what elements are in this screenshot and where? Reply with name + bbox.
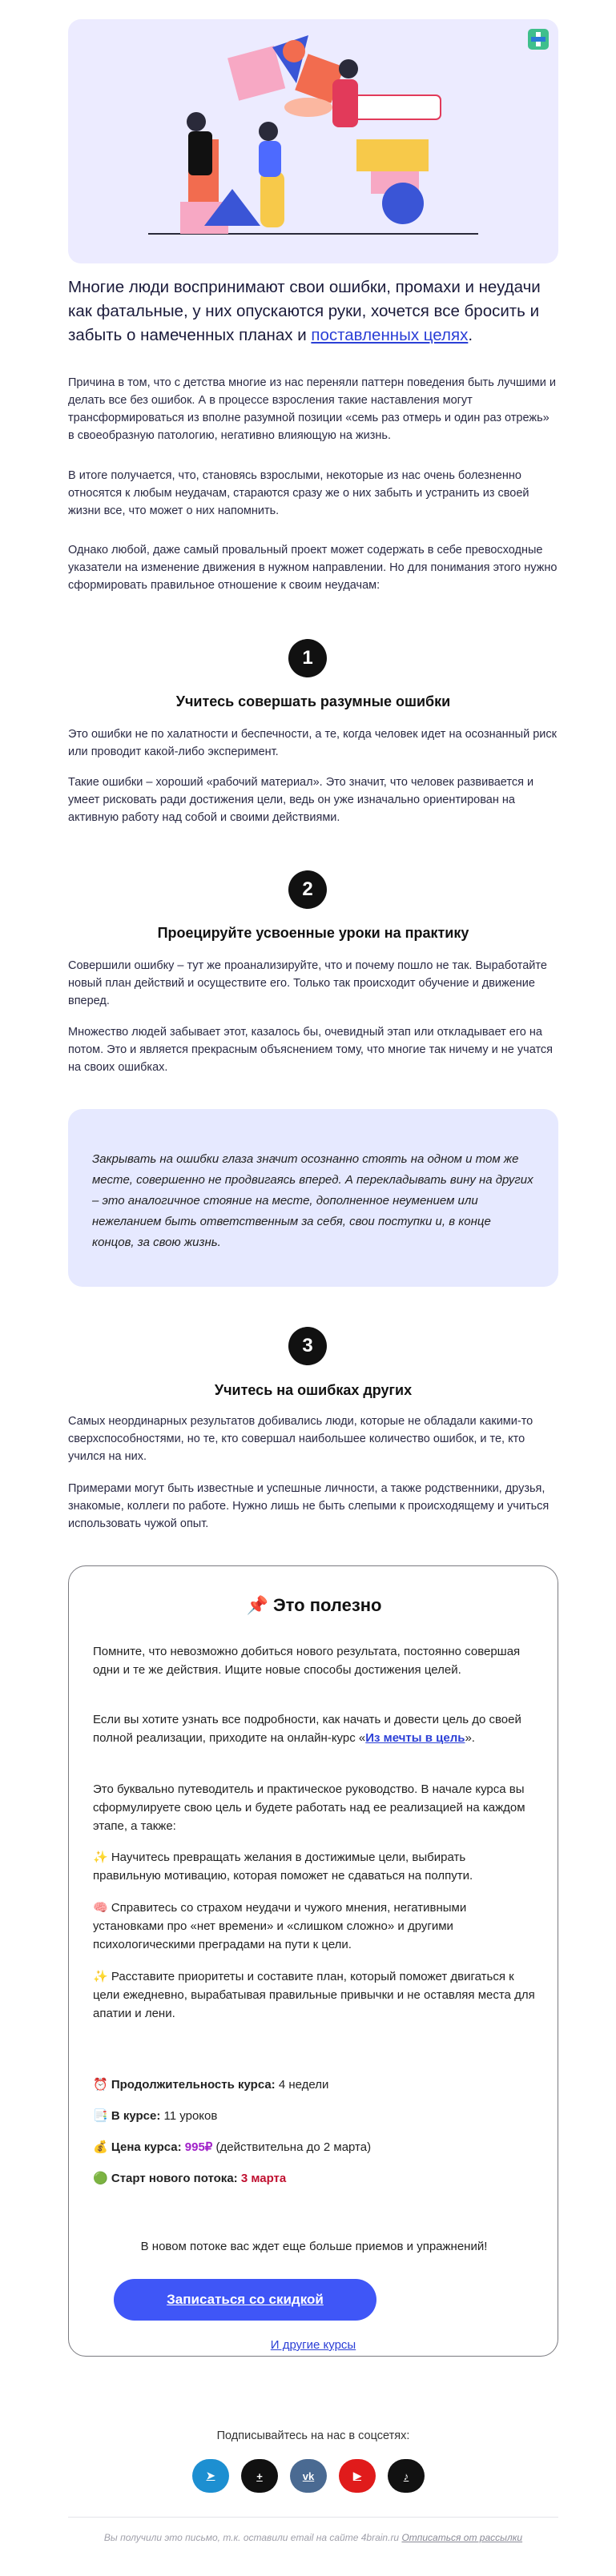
card-paragraph-3: Это буквально путеводитель и практическое руководство. В начале курса вы сформулируете свою цель и будете работать над ее реализацией на каждом этапе, а также:: [93, 1782, 525, 1833]
card-p2-end: ».: [465, 1731, 475, 1745]
card-bullet-2: 🧠 Справитесь со страхом неудачи и чужого мнения, негативными установками про «нет времени» и «слишком сложно» и другими психологическими преградами на пути к цели.: [93, 1901, 467, 1951]
signup-discount-button[interactable]: Записаться со скидкой: [114, 2279, 376, 2321]
youtube-icon[interactable]: ▶: [339, 2459, 376, 2493]
footer-text: Вы получили это письмо, т.к. оставили email на сайте 4brain.ru: [103, 2532, 402, 2543]
telegram-icon[interactable]: ➤: [192, 2459, 229, 2493]
unsubscribe-link[interactable]: Отписаться от рассылки: [401, 2532, 523, 2543]
card-closing: В новом потоке вас ждет еще больше приемов и упражнений!: [140, 2240, 488, 2253]
intro-paragraph-2: В итоге получается, что, становясь взрослыми, некоторые из нас очень болезненно относятся к любым неудачам, стараются сразу же о них забыть и устранить из своей жизни все, что может о них напомнить.: [68, 469, 529, 517]
course-price: [93, 2138, 535, 2156]
card-title: [69, 1595, 559, 1616]
card-paragraph-1: Помните, что невозможно добиться нового результата, постоянно совершая одни и те же действия. Ищите новые способы достижения целей.: [93, 1645, 521, 1677]
price-value: 995₽: [181, 2140, 213, 2154]
course-duration: [93, 2076, 535, 2094]
step-number-2: 2: [288, 870, 327, 909]
section-3-paragraph-2: Примерами могут быть известные и успешные личности, а также родственники, друзья, знакомые, коллеги по работе. Нужно лишь не быть слепыми к происходящему и учиться использовать чужой опыт.: [68, 1482, 550, 1530]
green-circle-icon: 🟢: [93, 2172, 108, 2185]
footer: [68, 2517, 558, 2543]
social-label: Подписывайтесь на нас в соцсетях:: [216, 2429, 410, 2442]
hero-illustration: [68, 19, 558, 263]
course-lessons: [93, 2107, 535, 2125]
lead-paragraph: [68, 275, 558, 348]
course-start: [93, 2169, 535, 2188]
step-number-1: 1: [288, 639, 327, 677]
hero-art: [68, 19, 558, 263]
start-label: Старт нового потока:: [111, 2172, 238, 2185]
start-value: 3 марта: [237, 2172, 287, 2185]
section-2-paragraph-2: Множество людей забывает этот, казалось бы, очевидный этап или откладывает его на потом. Это и является прекрасным объяснением тому, что многие так ничему и не учатся на своих ошибках.: [68, 1026, 554, 1074]
section-1-paragraph-1: Это ошибки не по халатности и беспечности, а те, когда человек идет на осознанный риск или проводит какой-либо эксперимент.: [68, 728, 557, 758]
duration-label: Продолжительность курса:: [111, 2078, 276, 2092]
vk-icon[interactable]: vk: [290, 2459, 327, 2493]
section-1-paragraph-2: Такие ошибки – хороший «рабочий материал». Это значит, что человек развивается и умеет рисковать ради достижения цели, ведь он уже изначально ориентирован на активную работу над собой и своими действиями.: [68, 776, 534, 824]
brand-logo-icon: [528, 29, 549, 50]
duration-value: 4 недели: [275, 2078, 329, 2092]
useful-card: [68, 1565, 558, 2357]
alarm-icon: ⏰: [93, 2078, 108, 2092]
section-2-paragraph-1: Совершили ошибку – тут же проанализируйте, что и почему пошло не так. Выработайте новый план действий и осуществите его. Только так происходит обучение и движение вперед.: [68, 959, 547, 1007]
section-3-paragraph-1: Самых неординарных результатов добивались люди, которые не обладали какими-то сверхспособностями, но те, кто совершал наибольшее количество ошибок, и те, кто учился на них.: [68, 1415, 533, 1463]
pin-icon: 📌: [246, 1595, 268, 1615]
card-title-text: Это полезно: [273, 1595, 382, 1615]
card-bullet-3: ✨ Расставите приоритеты и составите план, который поможет двигаться к цели ежедневно, вырабатывая правильные привычки и не оставляя места для апатии и лени.: [93, 1970, 535, 2020]
card-bullet-1: ✨ Научитесь превращать желания в достижимые цели, выбирать правильную мотивацию, которая поможет не сдаваться на полпути.: [93, 1851, 473, 1883]
lessons-value: 11 уроков: [160, 2109, 218, 2123]
lead-text: Многие люди воспринимают свои ошибки, промахи и неудачи как фатальные, у них опускаются руки, хочется все бросить и забыть о намеченных планах и: [68, 278, 541, 344]
goals-link[interactable]: поставленных целях: [311, 326, 469, 344]
intro-paragraph-1: Причина в том, что с детства многие из нас переняли паттерн поведения быть лучшими и делать все без ошибок. А в процессе взросления такие наставления могут трансформироваться из вполне разумной позиции «семь раз отмерь и один раз отрежь» в своеобразную патологию, негативно влияющую на жизнь.: [68, 376, 556, 442]
money-bag-icon: 💰: [93, 2140, 108, 2154]
course-link[interactable]: Из мечты в цель: [365, 1731, 465, 1745]
lead-end: .: [468, 326, 473, 344]
step-number-3: 3: [288, 1327, 327, 1365]
tiktok-icon[interactable]: ♪: [388, 2459, 425, 2493]
section-title-3: Учитесь на ошибках других: [214, 1382, 413, 1398]
section-title-2: Проецируйте усвоенные уроки на практику: [157, 925, 469, 941]
plus-icon[interactable]: +: [241, 2459, 278, 2493]
document-icon: 📑: [93, 2109, 108, 2123]
card-p2-text: Если вы хотите узнать все подробности, как начать и довести цель до своей полной реализации, приходите на онлайн-курс «: [93, 1713, 521, 1745]
lessons-label: В курсе:: [111, 2109, 161, 2123]
other-courses-link[interactable]: И другие курсы: [270, 2338, 356, 2352]
card-paragraph-2: [93, 1710, 535, 1747]
social-links: [192, 2459, 425, 2493]
quote-block: Закрывать на ошибки глаза значит осознанно стоять на одном и том же месте, совершенно не продвигаясь вперед. А перекладывать вину на других – это аналогичное стояние на месте, дополненное неумением или нежеланием быть ответственным за себя, свои поступки и, в конце концов, за свою жизнь.: [68, 1109, 558, 1287]
intro-paragraph-3: Однако любой, даже самый провальный проект может содержать в себе превосходные указатели на изменение движения в нужном направлении. Но для понимания этого нужно сформировать правильное отношение к своим неудачам:: [68, 544, 558, 592]
price-label: Цена курса:: [111, 2140, 182, 2154]
section-title-1: Учитесь совершать разумные ошибки: [175, 693, 451, 709]
price-note: (действительна до 2 марта): [212, 2140, 372, 2154]
